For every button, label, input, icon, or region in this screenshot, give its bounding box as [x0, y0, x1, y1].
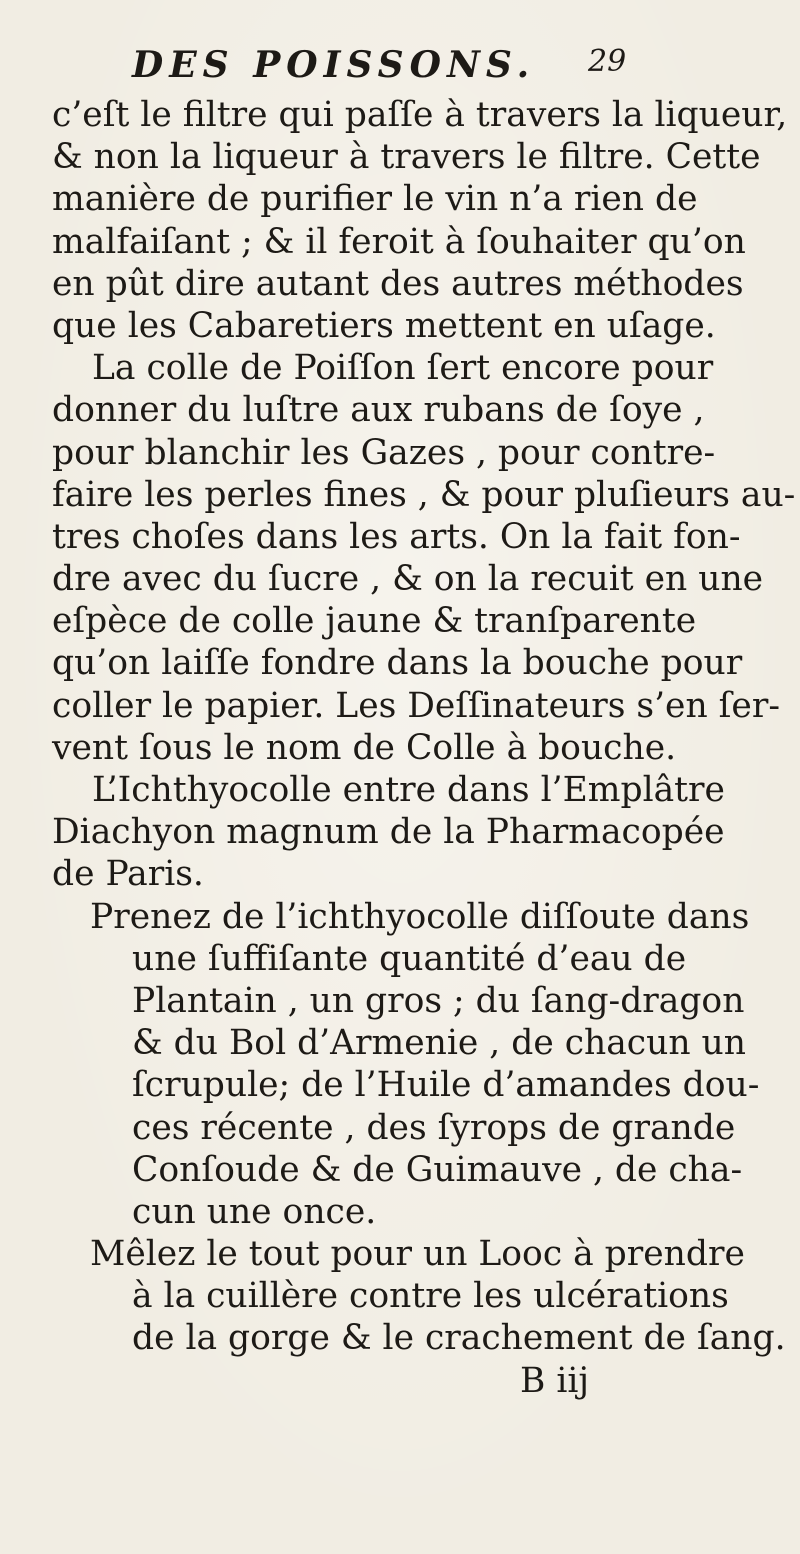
text-line: que les Cabaretiers mettent en uſage. — [52, 305, 716, 346]
recipe-line: de la gorge & le crachement de ſang. — [132, 1318, 786, 1359]
page-header — [132, 44, 632, 94]
paragraph-start-line: L’Ichthyocolle entre dans l’Emplâtre — [92, 770, 725, 810]
recipe-line: à la cuillère contre les ulcérations — [132, 1276, 729, 1317]
running-head: DES POISSONS. — [132, 44, 536, 86]
recipe-line: Conſoude & de Guimauve , de cha- — [132, 1149, 743, 1190]
body-text — [52, 94, 796, 1402]
text-line: faire les perles fines , & pour pluſieurs au- — [52, 474, 796, 515]
text-line: pour blanchir les Gazes , pour contre- — [52, 432, 716, 473]
recipe-start-line: Mêlez le tout pour un Looc à prendre — [90, 1234, 745, 1275]
recipe-line: cun une once. — [132, 1191, 377, 1232]
text-line: donner du luſtre aux rubans de ſoye , — [52, 390, 705, 431]
signature-mark: B iij — [520, 1360, 590, 1401]
paragraph-start-line: La colle de Poiſſon ſert encore pour — [92, 348, 714, 389]
recipe-line: & du Bol d’Armenie , de chacun un — [132, 1023, 746, 1064]
text-line: qu’on laiſſe fondre dans la bouche pour — [52, 643, 743, 684]
text-line: manière de purifier le vin n’a rien de — [52, 179, 698, 220]
text-line: eſpèce de colle jaune & tranſparente — [52, 601, 697, 642]
recipe-line: ces récente , des ſyrops de grande — [132, 1107, 736, 1148]
recipe-start-line: Prenez de l’ichthyocolle diſſoute dans — [90, 896, 750, 937]
recipe-line: Plantain , un gros ; du ſang-dragon — [132, 980, 745, 1021]
text-line: tres choſes dans les arts. On la fait fon- — [52, 516, 741, 557]
recipe-line: ſcrupule; de l’Huile d’amandes dou- — [132, 1065, 760, 1106]
text-line: malfaiſant ; & il feroit à ſouhaiter qu’on — [52, 221, 746, 262]
recipe-line: une ſuffiſante quantité d’eau de — [132, 938, 687, 979]
text-line: c’eſt le filtre qui paſſe à travers la liqueur, — [52, 95, 788, 135]
text-line: & non la liqueur à travers le filtre. Cette — [52, 137, 761, 178]
text-line: coller le papier. Les Deſſinateurs s’en ſer- — [52, 685, 780, 726]
text-line: Diachyon magnum de la Pharmacopée — [52, 812, 725, 853]
text-line: en pût dire autant des autres méthodes — [52, 263, 744, 304]
text-line: de Paris. — [52, 854, 204, 895]
text-line: dre avec du ſucre , & on la recuit en une — [52, 559, 764, 600]
text-line: vent ſous le nom de Colle à bouche. — [52, 727, 677, 768]
page-number: 29 — [588, 44, 627, 79]
